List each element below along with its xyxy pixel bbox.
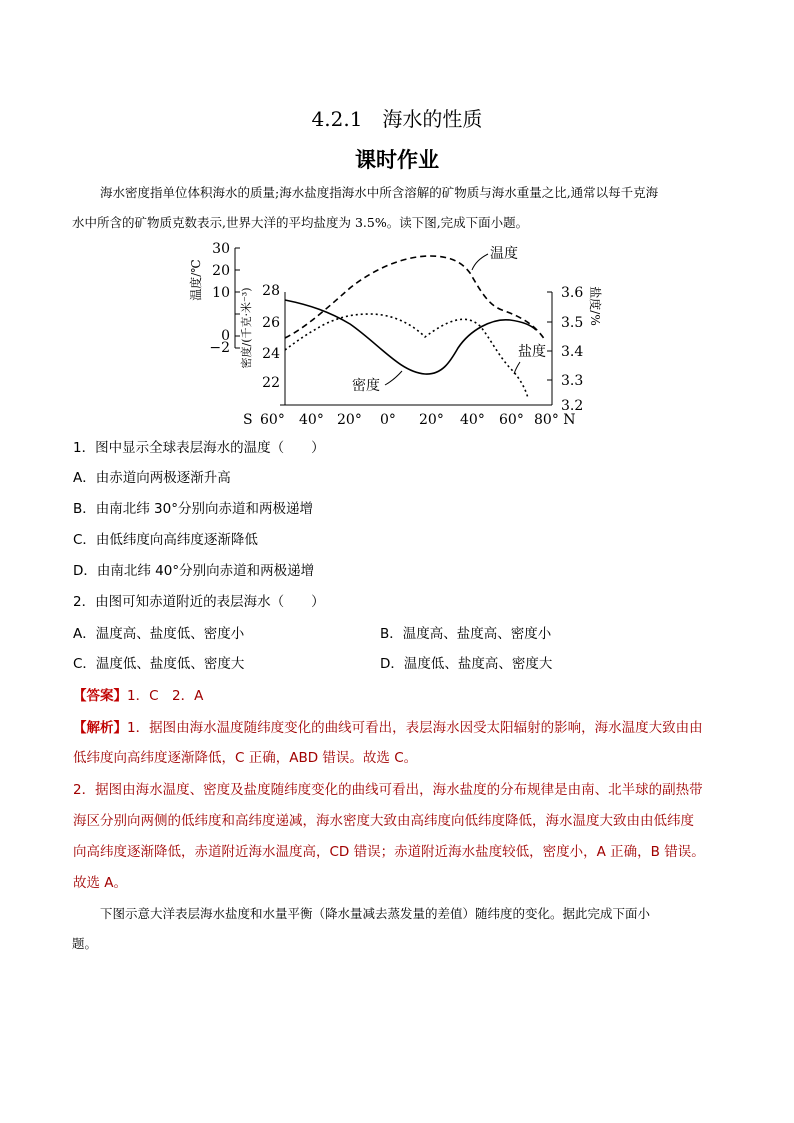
question-1-option-b: B．由南北纬 30°分别向赤道和两极递增 [73,501,313,517]
temp-tick: −2 [209,340,230,356]
salinity-axis-label: 盐度/% [588,286,602,326]
next-intro-line-1: 下图示意大洋表层海水盐度和水量平衡（降水量减去蒸发量的差值）随纬度的变化。据此完成下面小 [100,906,651,921]
temperature-axis-label: 温度/℃ [189,259,203,301]
x-tick: 40° [299,412,324,428]
temp-tick: 20 [212,263,230,279]
temperature-label: 温度 [490,246,518,262]
temperature-axis [188,241,240,356]
temperature-curve [285,256,545,340]
answer-line [73,684,203,704]
x-tick: 60° [260,412,285,428]
density-tick: 26 [262,315,280,331]
question-2-option-b: B．温度高、盐度高、密度小 [380,626,552,642]
ocean-properties-chart [180,240,600,430]
analysis-p1-line2: 低纬度向高纬度逐渐降低，C 正确，ABD 错误。故选 C。 [73,750,418,766]
temp-tick: 30 [212,241,230,257]
temp-tick: 0 [221,328,230,344]
page-subtitle: 课时作业 [355,147,439,172]
x-tick: 80° N [534,412,576,428]
intro-line-1: 海水密度指单位体积海水的质量;海水盐度指海水中所含溶解的矿物质与海水重量之比,通常以每千克海 [100,185,659,200]
salinity-label: 盐度 [518,344,546,360]
salinity-tick: 3.2 [561,398,584,414]
x-tick: S [243,412,253,428]
temperature-leader [472,254,488,270]
analysis-text: 1．据图由海水温度随纬度变化的曲线可看出，表层海水因受太阳辐射的影响，海水温度大致由由 [127,720,703,736]
analysis-p2-line3: 向高纬度逐渐降低，赤道附近海水温度高，CD 错误；赤道附近海水盐度较低，密度小，A 正确，B 错误。 [73,844,705,860]
latitude-axis [243,405,576,428]
answer-text: 1．C 2．A [127,688,204,704]
salinity-axis [547,285,603,414]
intro-line-2: 水中所含的矿物质克数表示,世界大洋的平均盐度为 3.5%。读下图,完成下面小题。 [72,215,529,230]
density-axis-label: 密度/(千克·米⁻³) [240,287,253,369]
analysis-p2-line2: 海区分别向两侧的低纬度和高纬度递减，海水密度大致由高纬度向低纬度降低，海水温度大致由由低纬度 [73,813,694,829]
density-axis [239,283,285,405]
temp-tick: 10 [212,285,230,301]
analysis-p2-line1: 2．据图由海水温度、密度及盐度随纬度变化的曲线可看出，海水盐度的分布规律是由南、北半球的副热带 [73,782,703,798]
answer-tag: 【答案】 [73,688,127,704]
analysis-p1-line1 [73,716,703,736]
next-intro-line-2: 题。 [72,936,98,951]
salinity-curve [285,314,528,398]
salinity-tick: 3.4 [561,344,584,360]
question-2-option-d: D．温度低、盐度高、密度大 [380,656,553,672]
x-tick: 20° [337,412,362,428]
question-2-option-a: A．温度高、盐度低、密度小 [73,626,245,642]
density-tick: 22 [262,375,280,391]
x-tick: 20° [419,412,444,428]
density-tick: 24 [262,346,280,362]
density-curve [285,300,536,374]
analysis-p2-line4: 故选 A。 [73,875,128,891]
density-leader [385,371,402,385]
question-1-option-d: D．由南北纬 40°分别向赤道和两极递增 [73,563,315,579]
question-2-stem: 2．由图可知赤道附近的表层海水（ ） [73,594,325,610]
question-1-option-c: C．由低纬度向高纬度逐渐降低 [73,532,258,548]
x-tick: 60° [499,412,524,428]
analysis-tag: 【解析】 [73,720,127,736]
page-title: 4.2.1 海水的性质 [311,107,483,131]
salinity-tick: 3.5 [561,315,584,331]
density-label: 密度 [352,378,380,394]
question-1-stem: 1．图中显示全球表层海水的温度（ ） [73,440,325,456]
x-tick: 0° [380,412,396,428]
question-2-option-c: C．温度低、盐度低、密度大 [73,656,245,672]
x-tick: 40° [460,412,485,428]
salinity-tick: 3.6 [561,285,584,301]
question-1-option-a: A．由赤道向两极逐渐升高 [73,470,231,486]
salinity-leader [514,362,520,374]
density-tick: 28 [262,283,280,299]
salinity-tick: 3.3 [561,373,584,389]
